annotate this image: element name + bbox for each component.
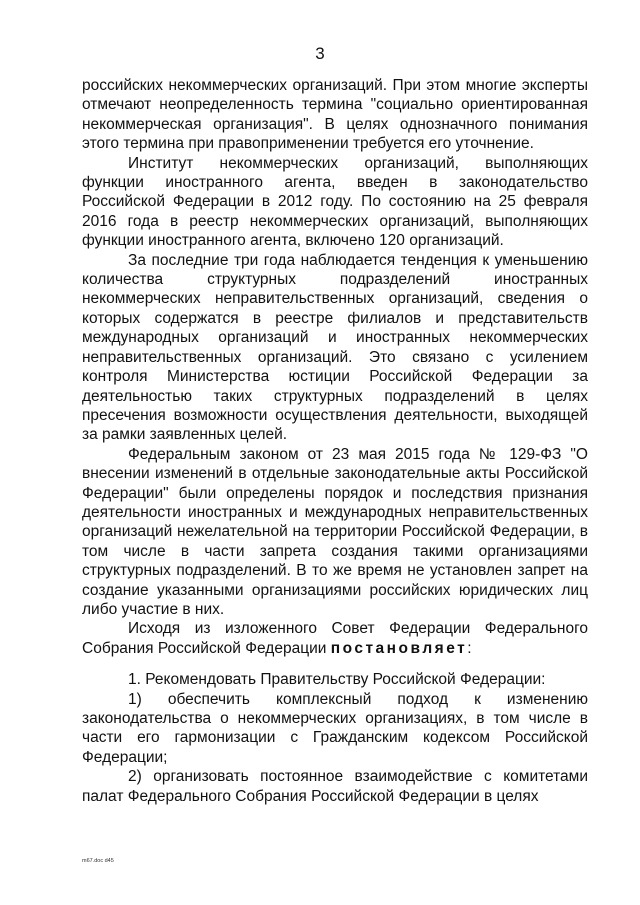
list-subitem-2: 2) организовать постоянное взаимодействие с комитетами палат Федерального Собрания Российской Федерации в целях	[82, 768, 588, 805]
resolution-decree-word: постановляет	[330, 639, 468, 657]
resolution-colon: :	[467, 639, 472, 657]
paragraph-foreign-agent: Институт некоммерческих организаций, выполняющих функции иностранного агента, введен в законодательство Российской Федерации в 2012 году. По состоянию на 25 февраля 2016 года в реестр некоммерческих организаций, выполняющих функции иностранного агента, включено 120 организаций.	[82, 154, 588, 250]
resolution-lead: Исходя из изложенного Совет Федерации Федерального Собрания Российской Федерации	[82, 620, 588, 657]
paragraph-continuation: российских некоммерческих организаций. При этом многие эксперты отмечают неопределенность термина "социально ориентированная некоммерческая организация". В целях однозначного понимания этого термина при правоприменении требуется его уточнение.	[82, 77, 588, 153]
list-subitem-1: 1) обеспечить комплексный подход к изменению законодательства о некоммерческих организациях, в том числе в части его гармонизации с Гражданским кодексом Российской Федерации;	[82, 690, 588, 766]
paragraph-trend: За последние три года наблюдается тенденция к уменьшению количества структурных подразделений иностранных некоммерческих неправительственных организаций, сведения о которых содержатся в реестре филиалов и представительств международных организаций и иностранных некоммерческих неправительственных организаций. Это связано с усилением контроля Министерства юстиции Российской Федерации за деятельностью таких структурных подразделений в целях пресечения возможности осуществления деятельности, выходящей за рамки заявленных целей.	[82, 251, 588, 444]
document-body	[82, 76, 588, 806]
paragraph-federal-law: Федеральным законом от 23 мая 2015 года № 129-ФЗ "О внесении изменений в отдельные законодательные акты Российской Федерации" были определены порядок и последствия признания деятельности иностранных и международных неправительственных организаций нежелательной на территории Российской Федерации, в том числе в части запрета создания такими организациями структурных подразделений. В то же время не установлен запрет на создание указанными организациями российских юридических лиц либо участие в них.	[82, 445, 588, 618]
footer-doc-code: m67.doc d45	[82, 858, 114, 864]
paragraph-resolution	[82, 619, 588, 658]
page-number: 3	[315, 44, 325, 63]
list-item-1: 1. Рекомендовать Правительству Российской Федерации:	[128, 671, 546, 689]
